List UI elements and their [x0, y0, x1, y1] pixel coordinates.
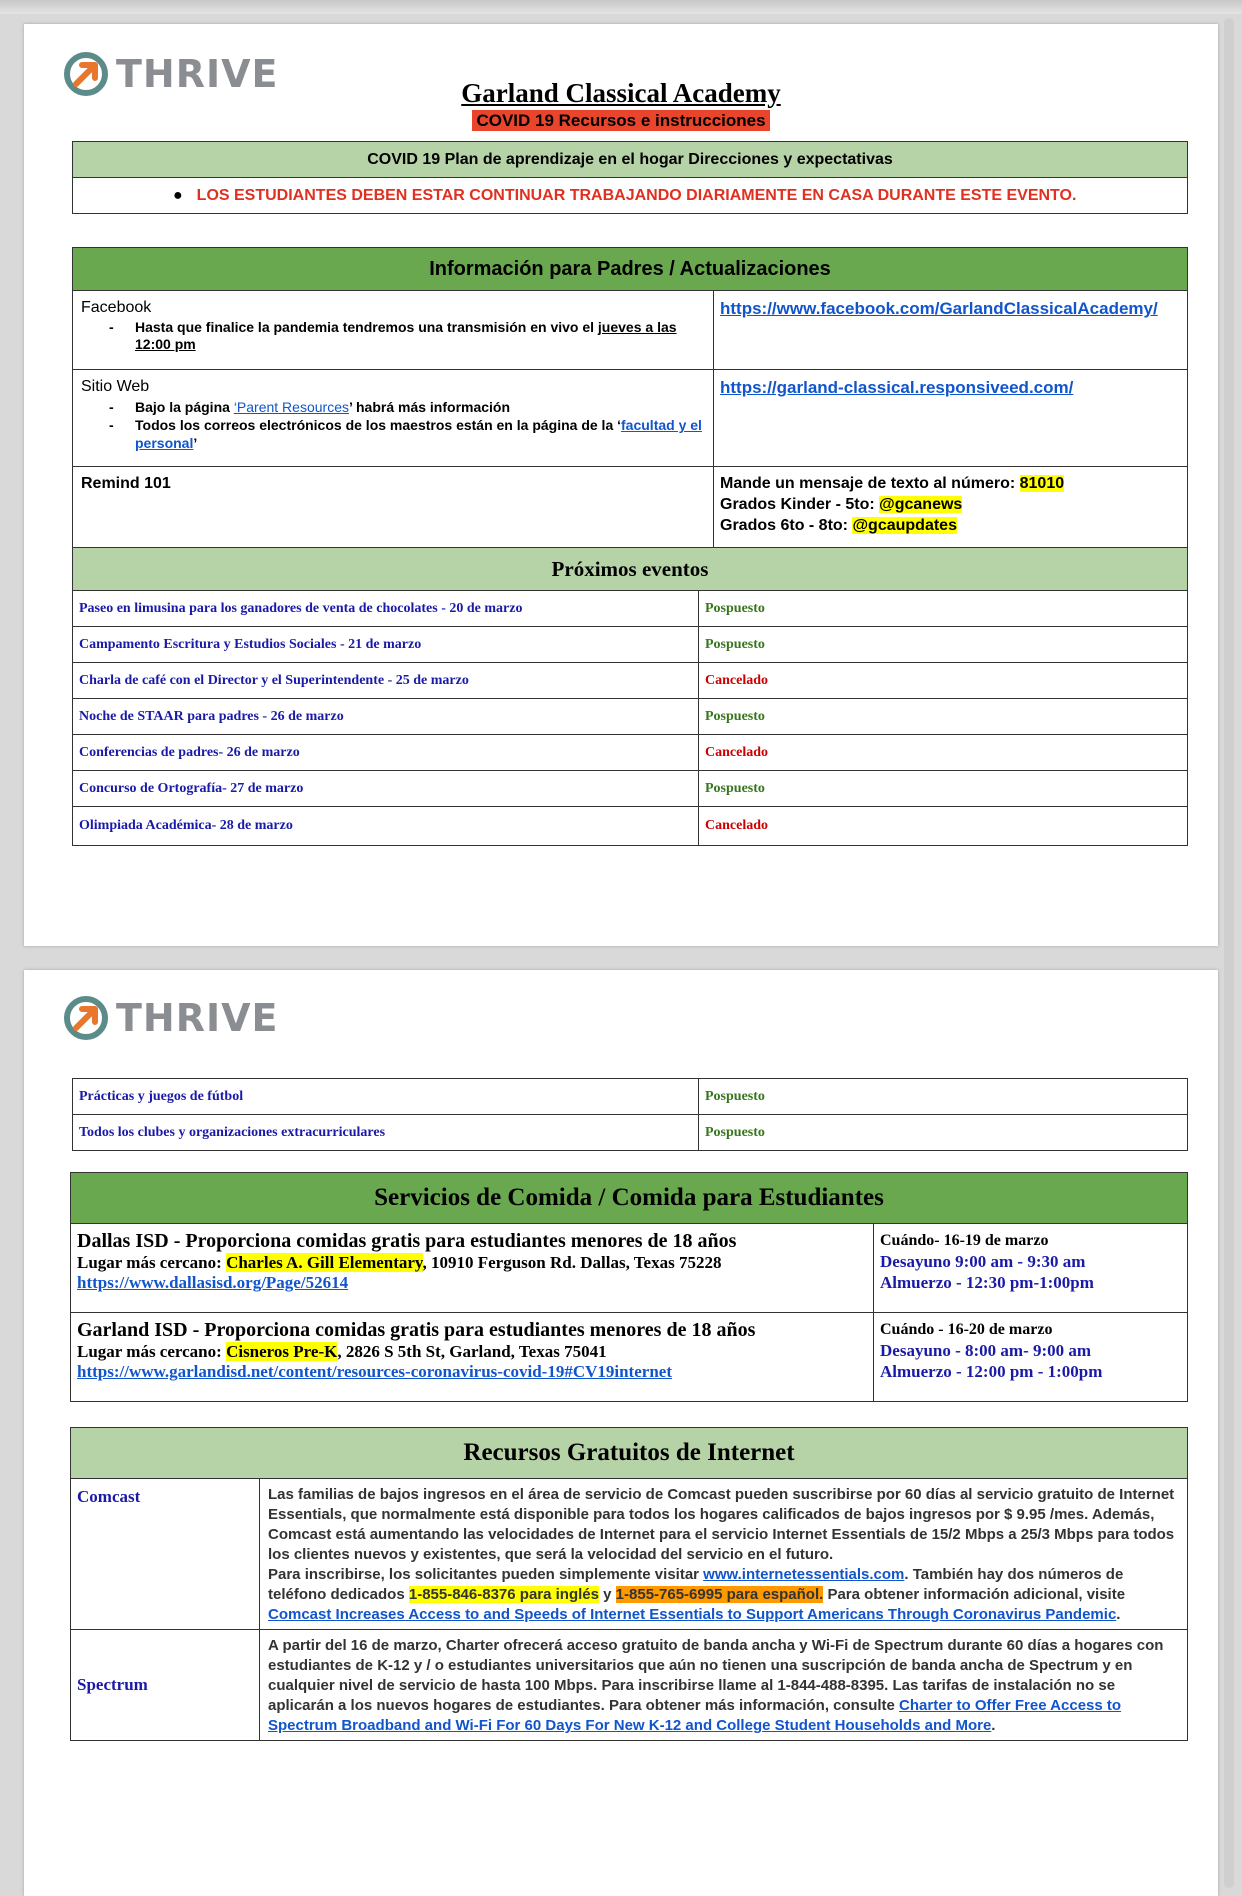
faculty-link[interactable]: facultad y el personal	[135, 417, 702, 451]
food-provider-title: Dallas ISD - Proporciona comidas gratis para estudiantes menores de 18 años	[77, 1230, 737, 1252]
event-row	[73, 663, 1188, 699]
comcast-article-link[interactable]: Comcast Increases Access to and Speeds of Internet Essentials to Support Americans Through Coronavirus Pandemic	[268, 1606, 1117, 1623]
food-header: Servicios de Comida / Comida para Estudiantes	[71, 1173, 1188, 1224]
event-name: Concurso de Ortografía- 27 de marzo	[73, 771, 699, 807]
facebook-label: Facebook	[81, 299, 152, 316]
internet-row	[71, 1630, 1188, 1741]
facebook-link[interactable]: https://www.facebook.com/GarlandClassicalAcademy/	[720, 299, 1158, 318]
info-table	[72, 247, 1188, 558]
food-schedule-cell	[874, 1224, 1188, 1313]
website-cell	[73, 370, 714, 467]
event-row	[73, 699, 1188, 735]
facebook-cell	[73, 291, 714, 370]
website-bullet-1: - Bajo la página ‘Parent Resources’ habrá más información	[109, 398, 705, 416]
remind-label: Remind 101	[73, 467, 714, 558]
website-bullet-2: - Todos los correos electrónicos de los maestros están en la página de la ‘facultad y el personal’	[109, 416, 705, 452]
event-row	[73, 1115, 1188, 1151]
event-status: Pospuesto	[699, 591, 1188, 627]
event-name: Prácticas y juegos de fútbol	[73, 1079, 699, 1115]
food-table	[70, 1172, 1188, 1402]
event-name: Conferencias de padres- 26 de marzo	[73, 735, 699, 771]
plan-bullet-cell	[73, 178, 1188, 214]
events-header: Próximos eventos	[73, 548, 1188, 591]
event-status: Pospuesto	[699, 699, 1188, 735]
document-page-1	[24, 24, 1218, 946]
event-status: Cancelado	[699, 735, 1188, 771]
remind-line-2: Grados Kinder - 5to: @gcanews	[720, 496, 963, 513]
event-row	[73, 627, 1188, 663]
internet-essentials-link[interactable]: www.internetessentials.com	[703, 1566, 905, 1583]
remind-line-3: Grados 6to - 8to: @gcaupdates	[720, 517, 957, 534]
food-breakfast: Desayuno 9:00 am - 9:30 am	[880, 1252, 1086, 1271]
event-status: Pospuesto	[699, 1079, 1188, 1115]
event-row	[73, 807, 1188, 846]
food-row	[71, 1224, 1188, 1313]
comcast-label: Comcast	[71, 1479, 260, 1630]
event-status: Pospuesto	[699, 771, 1188, 807]
food-link[interactable]: https://www.garlandisd.net/content/resources-coronavirus-covid-19#CV19internet	[77, 1362, 672, 1381]
event-name: Olimpiada Académica- 28 de marzo	[73, 807, 699, 846]
food-schedule-cell	[874, 1313, 1188, 1402]
event-name: Paseo en limusina para los ganadores de venta de chocolates - 20 de marzo	[73, 591, 699, 627]
covid-subtitle: COVID 19 Recursos e instrucciones	[472, 110, 769, 131]
website-link-cell	[714, 370, 1188, 467]
spectrum-article-link[interactable]: Charter to Offer Free Access to Spectrum Broadband and Wi-Fi For 60 Days For New K-12 and College Student Households and More	[268, 1697, 1122, 1734]
food-row	[71, 1313, 1188, 1402]
document-page-2	[24, 970, 1218, 1896]
event-name: Todos los clubes y organizaciones extracurriculares	[73, 1115, 699, 1151]
thrive-logo	[62, 994, 279, 1042]
english-phone: 1-855-846-8376 para inglés	[408, 1586, 599, 1603]
event-status: Pospuesto	[699, 627, 1188, 663]
website-link[interactable]: https://garland-classical.responsiveed.com/	[720, 378, 1074, 397]
food-provider-cell	[71, 1224, 874, 1313]
event-name: Noche de STAAR para padres - 26 de marzo	[73, 699, 699, 735]
events-continued-table	[72, 1078, 1188, 1151]
window-top-edge	[0, 0, 1242, 14]
event-row	[73, 735, 1188, 771]
food-when: Cuándo- 16-19 de marzo	[880, 1232, 1049, 1249]
plan-bullet-text: LOS ESTUDIANTES DEBEN ESTAR CONTINUAR TRABAJANDO DIARIAMENTE EN CASA DURANTE ESTE EVENTO.	[196, 186, 1077, 204]
comcast-paragraph-2: Para inscribirse, los solicitantes pueden simplemente visitar www.internetessentials.com. También hay dos números de teléfono dedicados 1-855-846-8376 para inglés y 1-855-765-6995 para español. Para obtener información adicional, visite Comcast Increases Access to and Speeds of Internet Essentials to Support Americans Through Coronavirus Pandemic.	[268, 1566, 1126, 1623]
comcast-paragraph-1: Las familias de bajos ingresos en el área de servicio de Comcast pueden suscribirse por 60 días al servicio gratuito de Internet Essentials, que normalmente está disponible para todos los hogares calificados de bajos ingresos por $ 9.95 /mes. Además, Comcast está aumentando las velocidades de Internet para el servicio Internet Essentials de 15/2 Mbps a 25/3 Mbps para todos los clientes nuevos y existentes, que será la velocidad del servicio en el futuro.	[268, 1486, 1175, 1563]
logo-wordmark: THRIVE	[116, 996, 279, 1040]
plan-table	[72, 141, 1188, 214]
food-breakfast: Desayuno - 8:00 am- 9:00 am	[880, 1341, 1092, 1360]
spectrum-details: A partir del 16 de marzo, Charter ofrecerá acceso gratuito de banda ancha y Wi-Fi de Spectrum durante 60 días a hogares con estudiantes de K-12 y / o estudiantes universitarios que aún no tienen una suscripción de banda ancha de Spectrum y en cualquier nivel de servicio de hasta 100 Mbps. Para inscribirse llame al 1-844-488-8395. Las tarifas de instalación no se aplicarán a los nuevos hogares de estudiantes. Para obtener más información, consulte Charter to Offer Free Access to Spectrum Broadband and Wi-Fi For 60 Days For New K-12 and College Student Households and More.	[260, 1630, 1188, 1741]
website-label: Sitio Web	[81, 378, 150, 395]
event-name: Campamento Escritura y Estudios Sociales - 21 de marzo	[73, 627, 699, 663]
remind-line-1: Mande un mensaje de texto al número: 81010	[720, 475, 1065, 492]
food-lunch: Almuerzo - 12:00 pm - 1:00pm	[880, 1362, 1103, 1381]
facebook-bullet: - Hasta que finalice la pandemia tendremos una transmisión en vivo el jueves a las 12:00 pm	[109, 319, 705, 353]
page-title-block	[24, 78, 1218, 131]
event-name: Charla de café con el Director y el Superintendente - 25 de marzo	[73, 663, 699, 699]
bullet-dot: ●	[173, 186, 183, 204]
food-provider-title: Garland ISD - Proporciona comidas gratis para estudiantes menores de 18 años	[77, 1319, 756, 1341]
logo-wordmark: THRIVE	[116, 52, 279, 96]
food-lunch: Almuerzo - 12:30 pm-1:00pm	[880, 1273, 1094, 1292]
remind-details	[714, 467, 1188, 558]
comcast-details	[260, 1479, 1188, 1630]
page-title: Garland Classical Academy	[461, 78, 781, 108]
internet-table	[70, 1427, 1188, 1741]
spectrum-label: Spectrum	[71, 1630, 260, 1741]
info-header: Información para Padres / Actualizaciones	[73, 248, 1188, 291]
spanish-phone: 1-855-765-6995 para español.	[615, 1586, 824, 1603]
event-status: Cancelado	[699, 663, 1188, 699]
food-provider-cell	[71, 1313, 874, 1402]
scrollbar[interactable]	[1224, 18, 1234, 1888]
thrive-arrow-icon	[62, 994, 110, 1042]
food-link[interactable]: https://www.dallasisd.org/Page/52614	[77, 1273, 349, 1292]
event-row	[73, 591, 1188, 627]
event-status: Pospuesto	[699, 1115, 1188, 1151]
event-status: Cancelado	[699, 807, 1188, 846]
food-location: Lugar más cercano: Charles A. Gill Elementary, 10910 Ferguson Rd. Dallas, Texas 75228	[77, 1253, 722, 1272]
parent-resources-link[interactable]: ‘Parent Resources	[233, 399, 349, 415]
food-when: Cuándo - 16-20 de marzo	[880, 1321, 1053, 1338]
event-row	[73, 771, 1188, 807]
facebook-link-cell	[714, 291, 1188, 370]
internet-header: Recursos Gratuitos de Internet	[71, 1428, 1188, 1479]
plan-header: COVID 19 Plan de aprendizaje en el hogar Direcciones y expectativas	[73, 142, 1188, 178]
event-row	[73, 1079, 1188, 1115]
food-location: Lugar más cercano: Cisneros Pre-K, 2826 S 5th St, Garland, Texas 75041	[77, 1342, 607, 1361]
internet-row	[71, 1479, 1188, 1630]
events-table	[72, 547, 1188, 846]
